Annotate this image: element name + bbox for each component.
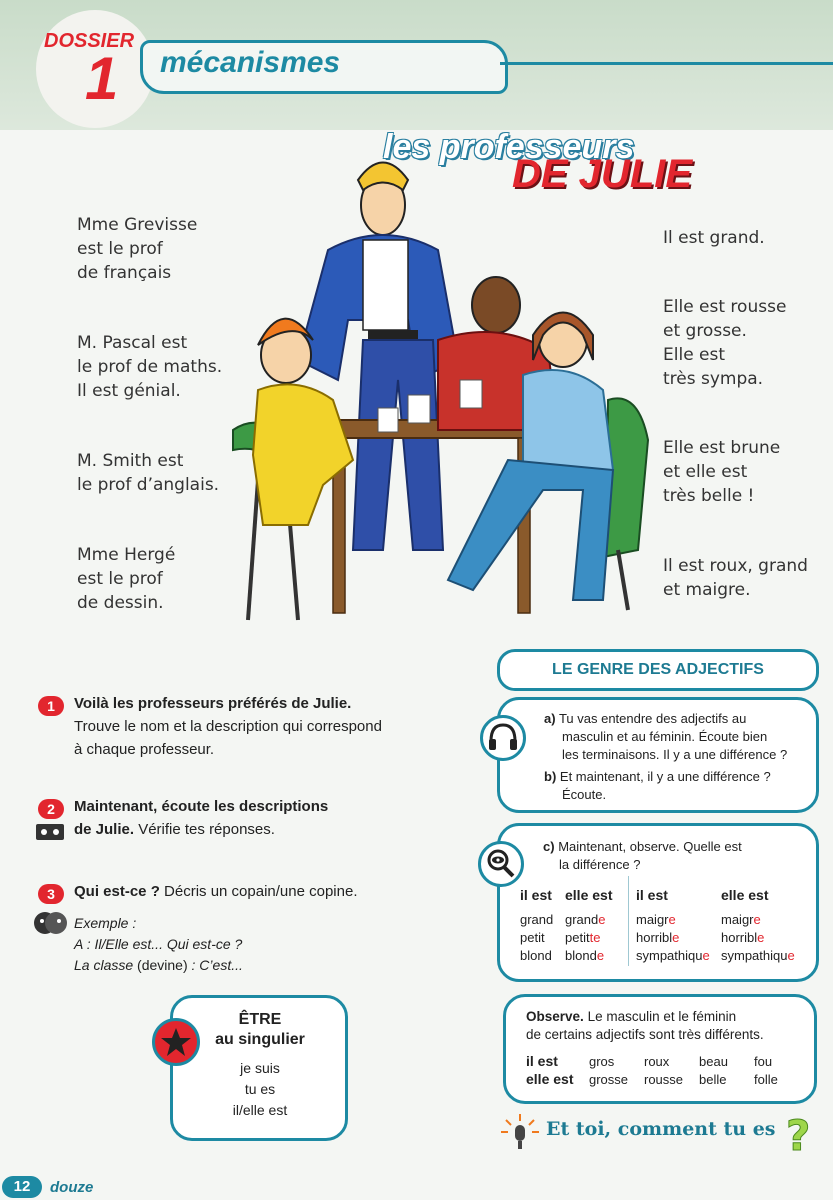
desc-2: Elle est rousse et grosse. Elle est très sympa. [663, 297, 787, 389]
col4-suffix-1: e [753, 912, 761, 927]
col2-suffix-1: e [598, 912, 606, 927]
col4-cells [721, 911, 795, 965]
exercise-2-rest: Vérifie tes réponses. [138, 821, 275, 838]
star-icon [160, 1026, 192, 1058]
example-b-post: : C’est... [191, 957, 243, 973]
example-label: Exemple : [74, 915, 137, 931]
col2-stem-3: blond [565, 948, 597, 963]
question-b-line2: Écoute. [562, 787, 607, 802]
question-c-label: c) [543, 839, 555, 854]
col-header-2: elle est [565, 887, 613, 903]
question-a-line1: Tu vas entendre des adjectifs au [558, 711, 747, 726]
etre-line-3: il/elle est [232, 1102, 288, 1118]
speech-faces-icon [33, 907, 67, 939]
caption-herge: Mme Hergé est le prof de dessin. [77, 545, 176, 613]
page-word: douze [50, 1179, 94, 1196]
exercise-3-title: Qui est-ce ? [74, 883, 160, 900]
section-title: mécanismes [160, 46, 341, 79]
exercise-2-badge: 2 [38, 799, 64, 819]
etre-conjugation [200, 1058, 320, 1121]
example-b-pre: La classe [74, 957, 134, 973]
observe-masc-3: beau [699, 1054, 728, 1069]
header-rule [500, 62, 833, 65]
headphones-icon [487, 721, 519, 753]
etre-title: ÊTRE [238, 1011, 282, 1028]
col4-suffix-2: e [757, 930, 765, 945]
col1-row1: grand [520, 912, 554, 927]
example-b-mid: (devine) [137, 957, 188, 973]
caption-pascal: M. Pascal est le prof de maths. Il est génial. [77, 333, 223, 401]
col-header-4: elle est [721, 887, 769, 903]
col4-suffix-3: e [787, 948, 795, 963]
observe-masc-4: fou [754, 1054, 773, 1069]
dossier-number: 1 [85, 45, 119, 112]
svg-text:?: ? [786, 1111, 811, 1156]
dossier-label: DOSSIER [44, 30, 135, 52]
observe-fem-4: folle [754, 1072, 778, 1087]
col3-cells [636, 911, 710, 965]
observe-row-label-1: il est [526, 1053, 558, 1069]
example-a: A : Il/Elle est... Qui est-ce ? [74, 936, 243, 952]
col4-stem-2: horribl [721, 930, 758, 945]
observe-text [526, 1008, 764, 1044]
question-a [544, 710, 787, 764]
exercise-3-example [74, 913, 243, 976]
exercise-1-title: Voilà les professeurs préférés de Julie. [74, 695, 352, 712]
col2-row1 [565, 911, 605, 929]
question-c-line2: la différence ? [559, 857, 641, 872]
desc-1: Il est grand. [663, 228, 765, 248]
col-header-1: il est [520, 887, 552, 903]
desc-4: Il est roux, grand et maigre. [663, 556, 808, 600]
col2-cells [565, 911, 605, 965]
microphone-icon [498, 1112, 542, 1152]
page-title-line1: les professeurs [383, 128, 635, 166]
exercise-2 [74, 795, 328, 841]
col4-stem-3: sympathiqu [721, 948, 788, 963]
question-mark-icon [784, 1110, 818, 1156]
observe-masc-2: roux [644, 1054, 670, 1069]
col-header-3: il est [636, 887, 668, 903]
question-c [543, 838, 742, 874]
etre-line-1: je suis [240, 1060, 280, 1076]
question-a-line3: les terminaisons. Il y a une différence ? [562, 747, 788, 762]
col1-row3: blond [520, 948, 552, 963]
col3-stem-2: horribl [636, 930, 673, 945]
observe-fem-2: rousse [644, 1072, 684, 1087]
exercise-1 [74, 692, 382, 761]
col2-suffix-2: te [589, 930, 601, 945]
question-b-label: b) [544, 769, 557, 784]
observe-line2: de certains adjectifs sont très différents. [526, 1027, 764, 1042]
col1-cells [520, 911, 553, 965]
observe-fem-1: grosse [589, 1072, 629, 1087]
col2-stem-2: petit [565, 930, 590, 945]
table-divider [628, 876, 629, 966]
exercise-1-line3: à chaque professeur. [74, 741, 215, 758]
question-a-line2: masculin et au féminin. Écoute bien [562, 729, 768, 744]
exercise-3-badge: 3 [38, 884, 64, 904]
question-b [544, 768, 771, 804]
exercise-3 [74, 880, 358, 903]
col2-row2 [565, 929, 605, 947]
observe-line1: Le masculin et le féminin [587, 1009, 737, 1024]
genre-header: LE GENRE DES ADJECTIFS [497, 649, 819, 691]
exercise-1-line2: Trouve le nom et la description qui correspond [74, 718, 382, 735]
col3-suffix-2: e [672, 930, 680, 945]
col3-suffix-3: e [702, 948, 710, 963]
etre-subtitle: au singulier [215, 1031, 305, 1048]
col2-row3 [565, 947, 605, 965]
observe-masc-1: gros [589, 1054, 615, 1069]
page-number: 12 [2, 1176, 42, 1198]
col2-stem-1: grand [565, 912, 599, 927]
page-title-line2: DE JULIE [512, 152, 693, 196]
question-b-line1: Et maintenant, il y a une différence ? [559, 769, 771, 784]
cassette-icon [35, 822, 65, 842]
caption-smith: M. Smith est le prof d’anglais. [77, 451, 220, 495]
observe-label: Observe. [526, 1009, 584, 1024]
exercise-2-title1: Maintenant, écoute les descriptions [74, 798, 329, 815]
col3-stem-1: maigr [636, 912, 669, 927]
col4-stem-1: maigr [721, 912, 754, 927]
caption-grevisse: Mme Grevisse est le prof de français [77, 215, 198, 283]
exercise-1-badge: 1 [38, 696, 64, 716]
observe-row-label-2: elle est [526, 1071, 574, 1087]
question-c-line1: Maintenant, observe. Quelle est [558, 839, 742, 854]
question-a-label: a) [544, 711, 556, 726]
teachers-illustration [228, 150, 660, 625]
desc-3: Elle est brune et elle est très belle ! [663, 438, 781, 506]
col3-suffix-1: e [668, 912, 676, 927]
etre-heading [200, 1010, 320, 1050]
exercise-3-rest: Décris un copain/une copine. [164, 883, 358, 900]
col3-stem-3: sympathiqu [636, 948, 703, 963]
etre-line-2: tu es [244, 1081, 276, 1097]
observe-fem-3: belle [699, 1072, 727, 1087]
col2-suffix-3: e [596, 948, 605, 963]
eye-magnifier-icon [484, 847, 516, 879]
exercise-2-title2: de Julie. [74, 821, 135, 838]
col1-row2: petit [520, 930, 545, 945]
et-toi-prompt: Et toi, comment tu es [546, 1118, 776, 1140]
